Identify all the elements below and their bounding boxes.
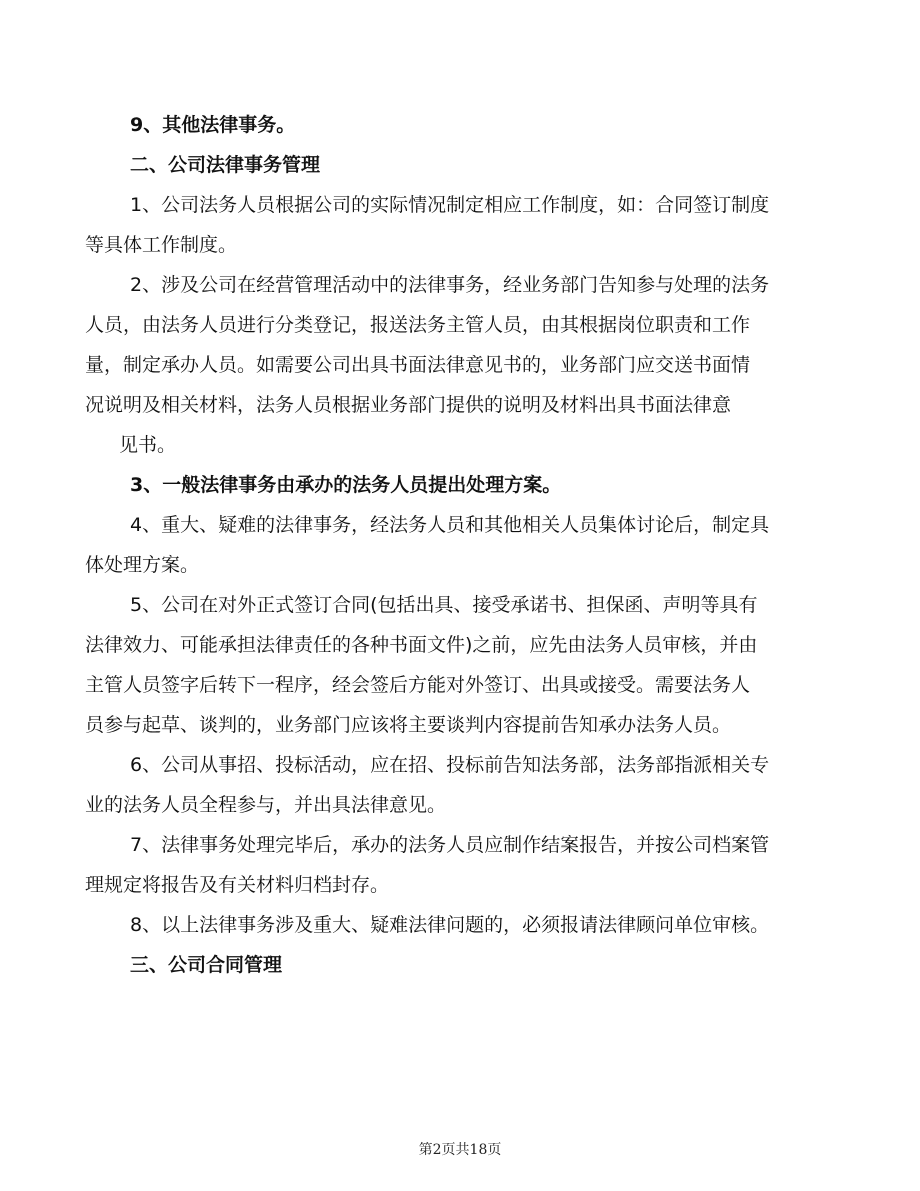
item-2-line-1: 2、涉及公司在经营管理活动中的法律事务，经业务部门告知参与处理的法务 bbox=[130, 274, 770, 296]
item-2-line-5: 见书。 bbox=[119, 434, 177, 456]
item-2-line-2: 人员，由法务人员进行分类登记，报送法务主管人员，由其根据岗位职责和工作 bbox=[85, 314, 751, 336]
item-5-line-3: 主管人员签字后转下一程序，经会签后方能对外签订、出具或接受。需要法务人 bbox=[85, 674, 751, 696]
item-4-line-2: 体处理方案。 bbox=[85, 554, 200, 576]
item-2-line-3: 量，制定承办人员。如需要公司出具书面法律意见书的，业务部门应交送书面情 bbox=[85, 354, 751, 376]
section-2-heading: 二、公司法律事务管理 bbox=[130, 154, 321, 176]
item-5-line-4: 员参与起草、谈判的，业务部门应该将主要谈判内容提前告知承办法务人员。 bbox=[85, 714, 732, 736]
item-5-line-2: 法律效力、可能承担法律责任的各种书面文件)之前，应先由法务人员审核，并由 bbox=[85, 634, 758, 656]
item-1-line-1: 1、公司法务人员根据公司的实际情况制定相应工作制度，如：合同签订制度 bbox=[130, 194, 770, 216]
item-7-line-2: 理规定将报告及有关材料归档封存。 bbox=[85, 874, 390, 896]
item-8-line: 8、以上法律事务涉及重大、疑难法律问题的，必须报请法律顾问单位审核。 bbox=[130, 914, 770, 936]
item-7-line-1: 7、法律事务处理完毕后，承办的法务人员应制作结案报告，并按公司档案管 bbox=[130, 834, 770, 856]
item-2-line-4: 况说明及相关材料，法务人员根据业务部门提供的说明及材料出具书面法律意 bbox=[85, 394, 732, 416]
item-3-line: 3、一般法律事务由承办的法务人员提出处理方案。 bbox=[130, 474, 562, 496]
item-4-line-1: 4、重大、疑难的法律事务，经法务人员和其他相关人员集体讨论后，制定具 bbox=[130, 514, 770, 536]
section-3-heading: 三、公司合同管理 bbox=[130, 954, 283, 976]
page-number-footer: 第2页共18页 bbox=[418, 1142, 502, 1158]
item-6-line-2: 业的法务人员全程参与，并出具法律意见。 bbox=[85, 794, 447, 816]
item-6-line-1: 6、公司从事招、投标活动，应在招、投标前告知法务部，法务部指派相关专 bbox=[130, 754, 770, 776]
item-5-line-1: 5、公司在对外正式签订合同(包括出具、接受承诺书、担保函、声明等具有 bbox=[130, 594, 758, 616]
item-9-line: 9、其他法律事务。 bbox=[130, 114, 296, 136]
item-1-line-2: 等具体工作制度。 bbox=[85, 234, 238, 256]
